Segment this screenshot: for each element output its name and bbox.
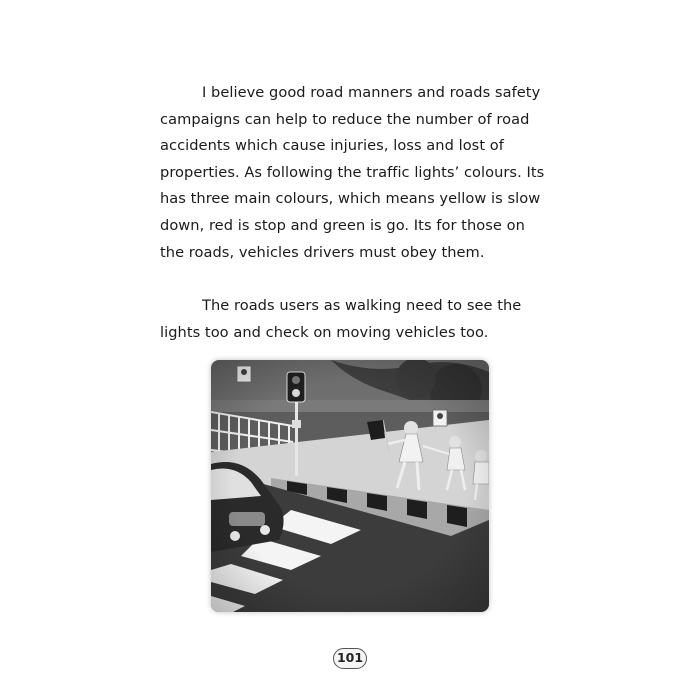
body-text bbox=[160, 80, 550, 346]
road-safety-illustration bbox=[211, 360, 489, 612]
paragraph-1: I believe good road manners and roads safety campaigns can help to reduce the number of road accidents which cause injuries, loss and lost of properties. As following the traffic lights’ colours. Its has three main colours, which means yellow is slow down, red is stop and green is go. Its for those on the roads, vehicles drivers must obey them. bbox=[160, 84, 545, 261]
paragraph-2: The roads users as walking need to see the lights too and check on moving vehicles too. bbox=[160, 297, 522, 341]
page-number: 101 bbox=[333, 648, 367, 669]
vignette bbox=[211, 360, 489, 612]
